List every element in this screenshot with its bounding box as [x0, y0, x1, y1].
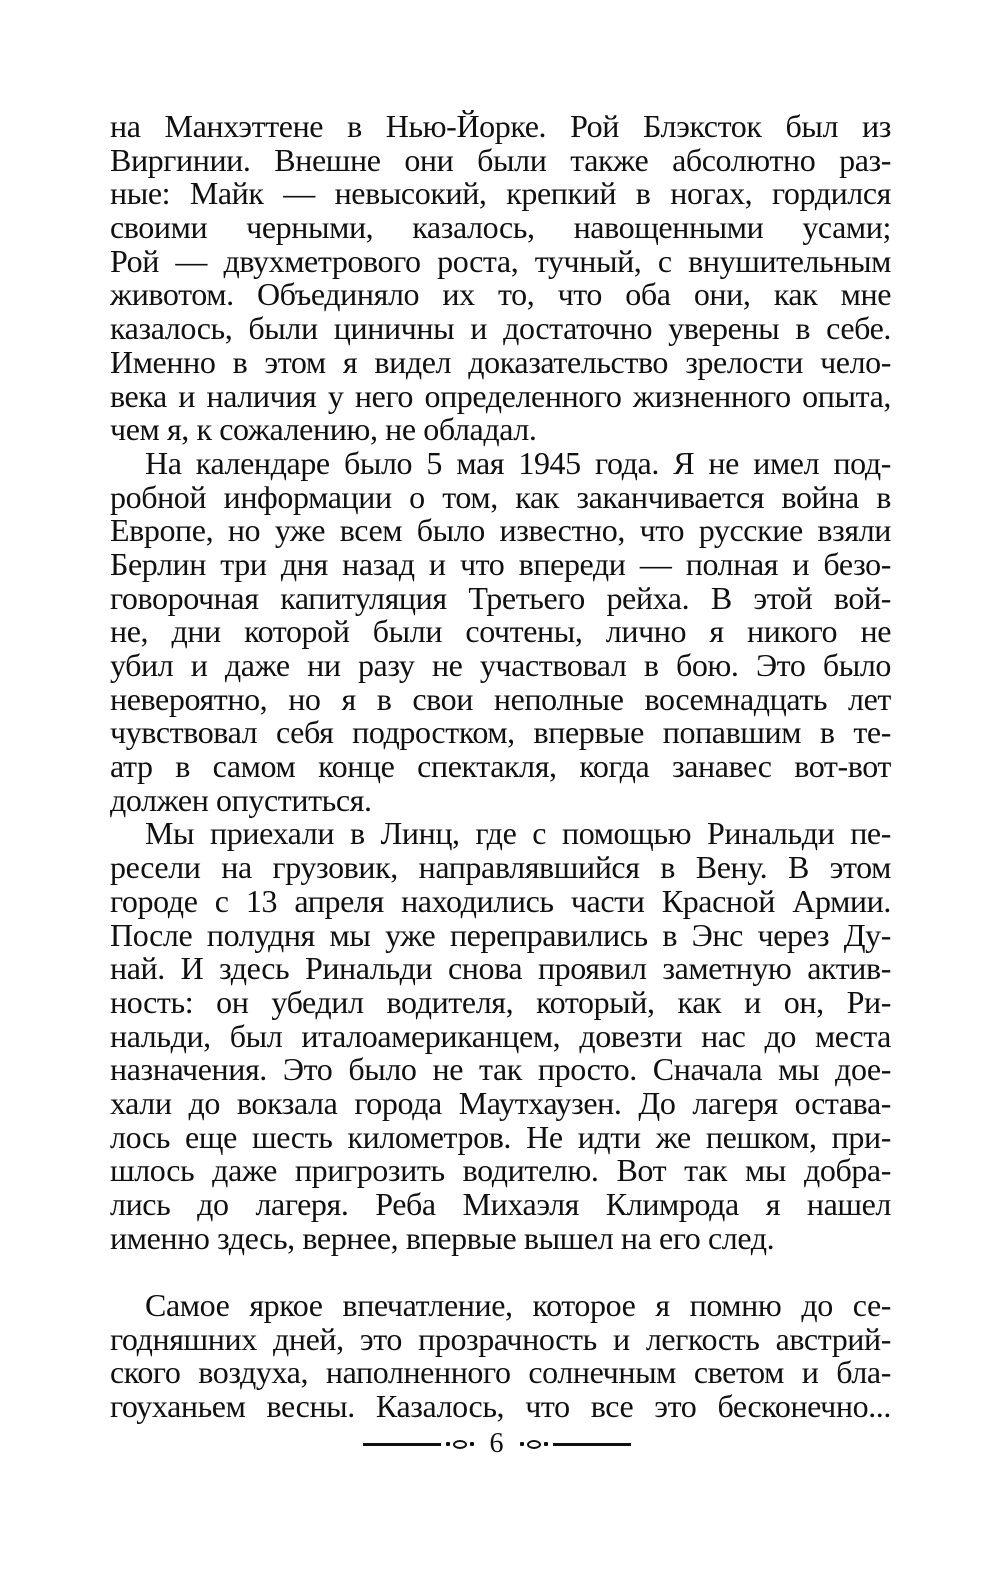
text-line: своими черными, казалось, навощенными усами; — [110, 209, 891, 246]
text-line: чувствовал себя подростком, впервые попавшим в те- — [110, 714, 891, 751]
page-text — [110, 110, 891, 1424]
footer-rule-left-icon — [363, 1443, 441, 1446]
text-line: лись до лагеря. Реба Михаэля Климрода я нашел — [110, 1186, 891, 1222]
text-line: шлось даже пригрозить водителю. Вот так мы добра- — [110, 1152, 891, 1189]
text-line: лось еще шесть километров. Не идти же пешком, при- — [110, 1118, 891, 1155]
text-line: назначения. Это было не так просто. Сначала мы дое- — [110, 1051, 891, 1088]
footer-oval-ornament-icon — [453, 1440, 467, 1449]
text-line: На календаре было 5 мая 1945 года. Я не имел под- — [145, 444, 891, 481]
text-line: годняшних дней, это прозрачность и легкость австрий- — [110, 1320, 891, 1357]
text-line: гоуханьем весны. Казалось, что все это бесконечно... — [110, 1388, 891, 1424]
text-line: века и наличия у него определенного жизненного опыта, — [110, 377, 891, 414]
text-line: атр в самом конце спектакля, когда занавес вот-вот — [110, 748, 891, 785]
paragraph — [110, 444, 891, 818]
text-line: невероятно, но я в свои неполные восемнадцать лет — [110, 680, 891, 717]
text-line: именно здесь, вернее, впервые вышел на его след. — [110, 1219, 775, 1256]
text-line: ресели на грузовик, направлявшийся в Вену. В этом — [110, 849, 891, 886]
page-number: 6 — [489, 1428, 504, 1459]
text-line: говорочная капитуляция Третьего рейха. В этой вой- — [110, 579, 891, 616]
paragraph — [110, 1289, 891, 1424]
text-line: Именно в этом я видел доказательство зрелости чело- — [110, 343, 891, 380]
text-line: робной информации о том, как заканчивается война в — [110, 478, 891, 515]
footer-dot-icon — [544, 1442, 548, 1446]
footer-dot-icon — [520, 1442, 524, 1446]
footer-rule-right-icon — [553, 1443, 631, 1446]
text-line: животом. Объединяло их то, что оба они, как мне — [110, 276, 891, 313]
text-line: После полудня мы уже переправились в Энс через Ду- — [110, 916, 891, 953]
text-line: не, дни которой были сочтены, лично я никого не — [110, 613, 891, 650]
text-line: на Манхэттене в Нью-Йорке. Рой Блэксток был из — [110, 110, 891, 144]
footer-oval-ornament-icon — [527, 1440, 541, 1449]
text-line: должен опуститься. — [110, 781, 372, 818]
text-line: ность: он убедил водителя, который, как и он, Ри- — [110, 983, 891, 1020]
text-line: Самое яркое впечатление, которое я помню до се- — [145, 1287, 891, 1324]
text-line: ского воздуха, наполненного солнечным светом и бла- — [110, 1354, 891, 1391]
text-line: казалось, были циничны и достаточно уверены в себе. — [110, 310, 891, 347]
text-line: Берлин три дня назад и что впереди — полная и безо- — [110, 545, 891, 582]
text-line: городе с 13 апреля находились части Красной Армии. — [110, 882, 891, 919]
text-line: Европе, но уже всем было известно, что русские взяли — [110, 512, 891, 549]
text-line: най. И здесь Ринальди снова проявил заметную актив- — [110, 950, 891, 987]
text-line: Рой — двухметрового роста, тучный, с внушительным — [110, 242, 891, 279]
paragraph — [110, 817, 891, 1255]
text-line: нальди, был италоамериканцем, довезти нас до места — [110, 1017, 891, 1054]
text-line: хали до вокзала города Маутхаузен. До лагеря остава- — [110, 1084, 891, 1121]
text-line: Виргинии. Внешне они были также абсолютно раз- — [110, 141, 891, 178]
text-line: чем я, к сожалению, не обладал. — [110, 411, 537, 448]
text-line: Мы приехали в Линц, где с помощью Ринальди пе- — [145, 815, 891, 852]
footer-dot-icon — [446, 1442, 450, 1446]
footer-dot-icon — [470, 1442, 474, 1446]
text-line: ные: Майк — невысокий, крепкий в ногах, гордился — [110, 175, 891, 212]
page-footer — [0, 1429, 993, 1459]
paragraph — [110, 110, 891, 447]
text-line: убил и даже ни разу не участвовал в бою. Это было — [110, 647, 891, 683]
